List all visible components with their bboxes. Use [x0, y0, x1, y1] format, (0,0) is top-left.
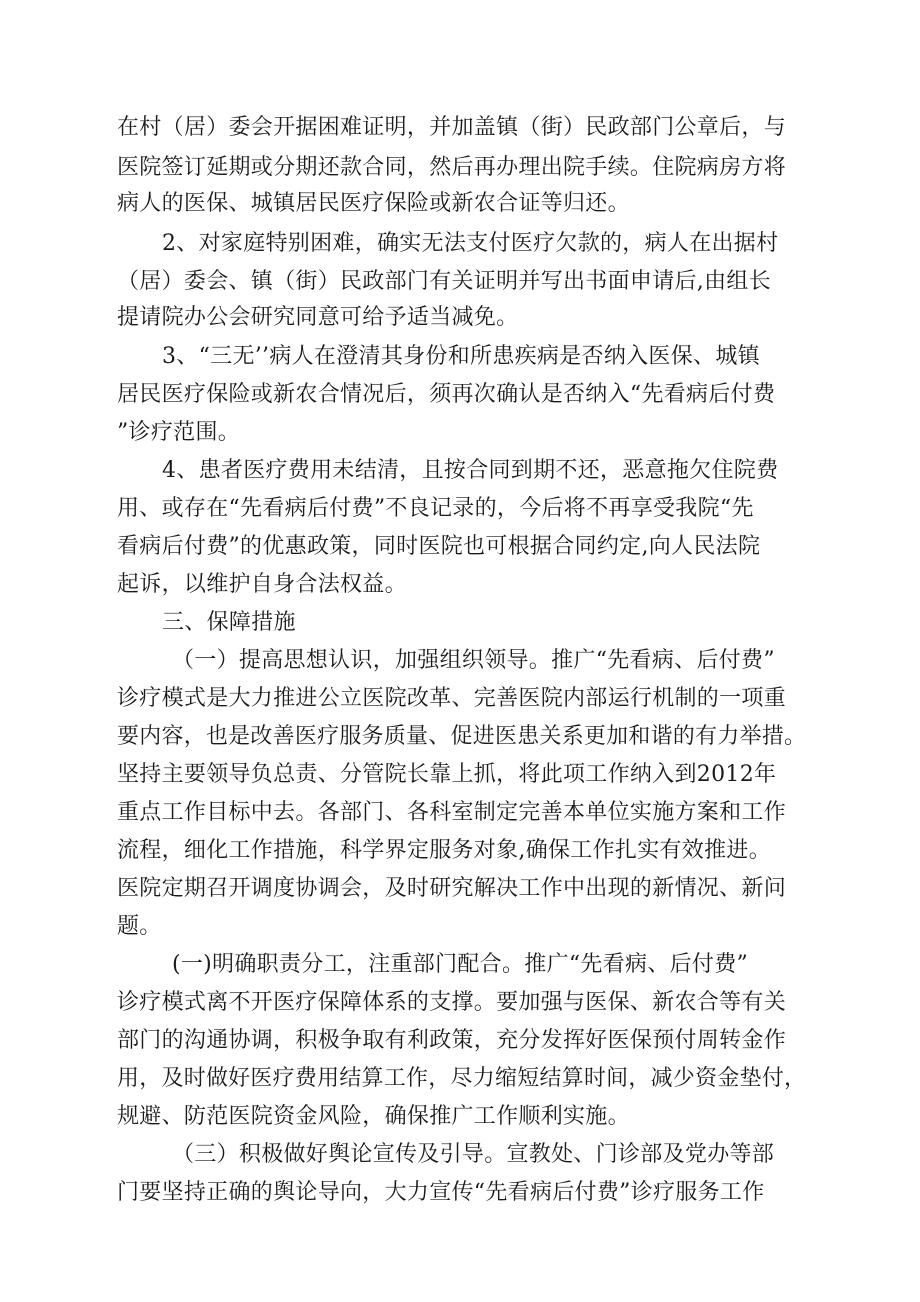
- text-line: 4、患者医疗费用未结清，且按合同到期不还，恶意拖欠住院费: [162, 458, 779, 483]
- text-line: 居民医疗保险或新农合情况后，须再次确认是否纳入“先看病后付费: [117, 382, 776, 407]
- text-line: 起诉，以维护自身合法权益。: [117, 572, 407, 597]
- text-line: 在村（居）委会开据困难证明，并加盖镇（街）民政部门公章后，与: [117, 115, 787, 140]
- text-line: 提请院办公会研究同意可给予适当减免。: [117, 305, 519, 330]
- text-line: 题。: [117, 914, 162, 939]
- text-line: 用、或存在“先看病后付费”不良记录的，今后将不再享受我院“先: [117, 496, 754, 521]
- text-line: 看病后付费”的优惠政策，同时医院也可根据合同约定,向人民法院: [117, 534, 761, 559]
- text-line: 流程，细化工作措施，科学界定服务对象,确保工作扎实有效推进。: [117, 838, 771, 863]
- text-line: 部门的沟通协调，积极争取有利政策，充分发挥好医保预付周转金作: [117, 1028, 787, 1053]
- text-line: ”诊疗范围。: [117, 420, 241, 445]
- text-line: 诊疗模式离不开医疗保障体系的支撑。要加强与医保、新农合等有关: [117, 990, 787, 1015]
- text-line: 规避、防范医院资金风险，确保推广工作顺利实施。: [117, 1104, 630, 1129]
- text-line: 坚持主要领导负总责、分管院长靠上抓，将此项工作纳入到2012年: [117, 762, 777, 787]
- text-line: （三）积极做好舆论宣传及引导。宣教处、门诊部及党办等部: [172, 1142, 775, 1167]
- text-line: 用，及时做好医疗费用结算工作，尽力缩短结算时间，减少资金垫付，: [117, 1066, 807, 1091]
- text-line: （居）委会、镇（街）民政部门有关证明并写出书面申请后,由组长: [117, 269, 771, 294]
- text-line: 2、对家庭特别困难，确实无法支付医疗欠款的，病人在出据村: [162, 231, 779, 256]
- text-line: （一）提高思想认识，加强组织领导。推广“先看病、后付费”: [172, 648, 775, 673]
- text-line: 要内容，也是改善医疗服务质量、促进医患关系更加和谐的有力举措。: [117, 724, 807, 749]
- text-line: (一)明确职责分工，注重部门配合。推广“先看病、后付费”: [172, 952, 749, 977]
- text-line: 医院签订延期或分期还款合同，然后再办理出院手续。住院病房方将: [117, 155, 787, 180]
- section-heading: 三、保障措施: [162, 610, 296, 635]
- text-line: 医院定期召开调度协调会，及时研究解决工作中出现的新情况、新问: [117, 876, 787, 901]
- text-line: 重点工作目标中去。各部门、各科室制定完善本单位实施方案和工作: [117, 800, 787, 825]
- text-line: 3、“三无’’病人在澄清其身份和所患疾病是否纳入医保、城镇: [162, 344, 760, 369]
- text-line: 诊疗模式是大力推进公立医院改革、完善医院内部运行机制的一项重: [117, 686, 787, 711]
- text-line: 病人的医保、城镇居民医疗保险或新农合证等归还。: [117, 191, 630, 216]
- text-line: 门要坚持正确的舆论导向，大力宣传“先看病后付费”诊疗服务工作: [117, 1180, 765, 1205]
